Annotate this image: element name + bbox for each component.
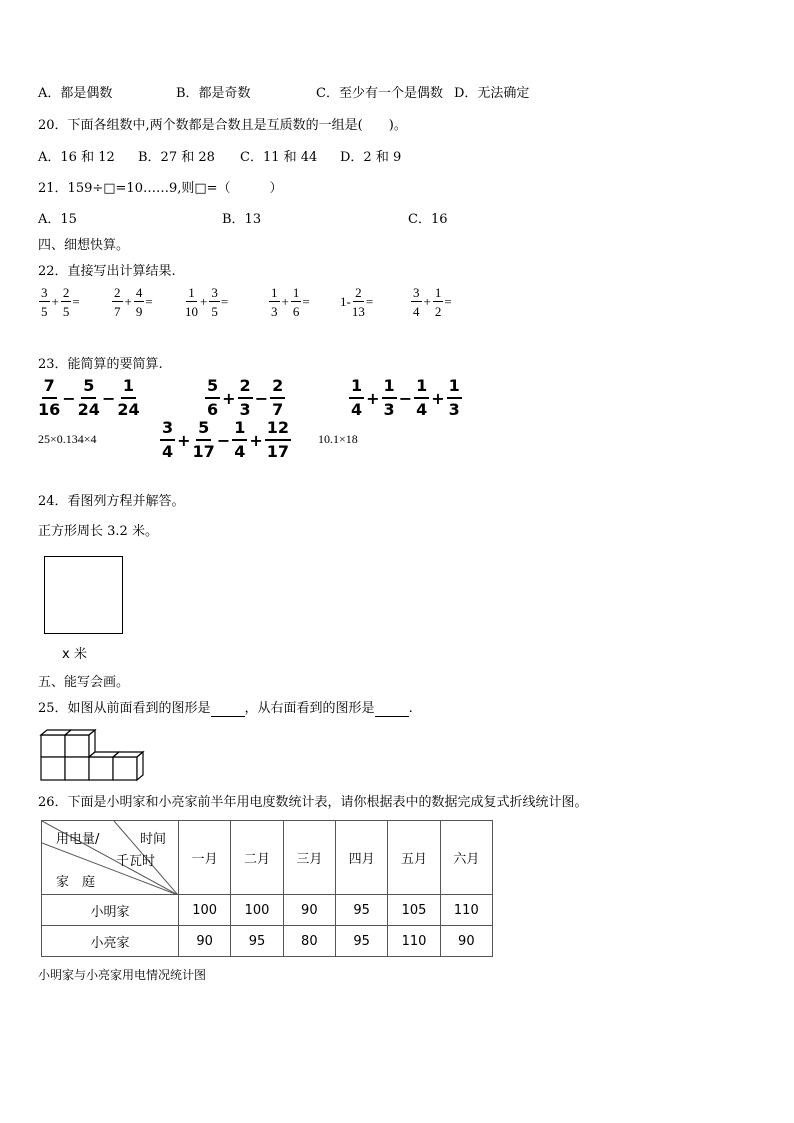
chart-title: 小明家与小亮家用电情况统计图 — [38, 968, 207, 982]
section-4-heading: 四、细想快算。 — [38, 238, 130, 253]
q22-item-5: 1- $\frac{2}{13}$ = — [340, 285, 374, 319]
electricity-table — [41, 820, 493, 957]
q21-option-c: C．16 — [408, 212, 448, 227]
q24-text: 24．看图列方程并解答。 — [38, 494, 185, 509]
section-5-heading: 五、能写会画。 — [38, 675, 130, 690]
q23-expr-3: 1 4 + $\frac{1}{3}$ − $\frac{1}{4}$ + $\frac{1}{3}$ — [351, 376, 460, 419]
cube-face — [41, 735, 65, 757]
row-label: 小亮家 — [42, 926, 179, 957]
square-side-label: x 米 — [62, 647, 87, 662]
cube-face — [65, 757, 89, 780]
cube-face — [65, 735, 89, 757]
square-figure — [44, 556, 123, 634]
header-top-right: 时间 — [140, 832, 167, 847]
month-header: 五月 — [388, 821, 440, 895]
q21-option-a: A．15 — [38, 212, 77, 227]
q22-item-2: 2 7 + $\frac{4}{9}$ = — [114, 285, 153, 319]
diagonal-header-cell — [42, 821, 179, 895]
table-cell: 95 — [335, 895, 387, 926]
q25-text: 25．如图从前面看到的图形是 ，从右面看到的图形是 . — [38, 701, 413, 716]
q23-expr-6: 10.1×18 — [318, 432, 358, 446]
q20-option-b: B．27 和 28 — [138, 150, 215, 165]
q23-expr-2: 5 6 + $\frac{2}{3}$ − $\frac{2}{7}$ — [207, 376, 284, 419]
cube-face — [113, 757, 137, 780]
q23-expr-5: 3 4 + $\frac{5}{17}$ − $\frac{1}{4}$ + $\frac{12}{17}$ — [162, 418, 290, 461]
header-mid: 千瓦时 — [116, 854, 156, 869]
q22-item-4: 1 3 + $\frac{1}{6}$ = — [271, 285, 310, 319]
table-row — [42, 926, 493, 957]
table-cell: 110 — [440, 895, 492, 926]
q20-option-a: A．16 和 12 — [38, 150, 115, 165]
table-cell: 100 — [179, 895, 231, 926]
q22-item-3: 1 10 + $\frac{3}{5}$ = — [185, 285, 229, 319]
table-cell: 110 — [388, 926, 440, 957]
month-header: 二月 — [231, 821, 283, 895]
cube-side — [137, 752, 143, 780]
q22-text: 22．直接写出计算结果. — [38, 264, 176, 279]
q26-text: 26．下面是小明家和小亮家前半年用电度数统计表，请你根据表中的数据完成复式折线统计图。 — [38, 795, 588, 810]
q19-option-d: D．无法确定 — [454, 86, 530, 101]
cube-figure — [39, 729, 149, 783]
cube-face — [41, 757, 65, 780]
month-header: 三月 — [283, 821, 335, 895]
q20-option-d: D．2 和 9 — [340, 150, 402, 165]
q24-subtext: 正方形周长 3.2 米。 — [38, 524, 158, 539]
q20-text: 20．下面各组数中,两个数都是合数且是互质数的一组是( )。 — [38, 118, 407, 133]
q19-option-c: C．至少有一个是偶数 — [316, 86, 443, 101]
cube-face — [89, 757, 113, 780]
table-cell: 90 — [179, 926, 231, 957]
q19-option-b: B．都是奇数 — [176, 86, 251, 101]
table-cell: 95 — [335, 926, 387, 957]
table-cell: 100 — [231, 895, 283, 926]
q23-text: 23．能简算的要简算. — [38, 357, 163, 372]
q20-option-c: C．11 和 44 — [240, 150, 318, 165]
q21-text: 21．159÷□=10……9,则□=（ ） — [38, 181, 283, 196]
month-header: 四月 — [335, 821, 387, 895]
table-cell: 105 — [388, 895, 440, 926]
q21-option-b: B．13 — [222, 212, 262, 227]
q23-expr-1: 7 16 − $\frac{5}{24}$ − $\frac{1}{24}$ — [38, 376, 140, 419]
q22-item-6: 3 4 + $\frac{1}{2}$ = — [413, 285, 452, 319]
table-row — [42, 895, 493, 926]
row-label: 小明家 — [42, 895, 179, 926]
header-top-left: 用电量/ — [56, 832, 100, 847]
q25-blank-right[interactable] — [375, 701, 409, 717]
table-header-row — [42, 821, 493, 895]
month-header: 一月 — [179, 821, 231, 895]
q22-item-1: 3 5 + $\frac{2}{5}$ = — [41, 285, 80, 319]
q19-option-a: A．都是偶数 — [38, 86, 113, 101]
table-cell: 95 — [231, 926, 283, 957]
header-bottom: 家 庭 — [56, 875, 96, 890]
table-cell: 80 — [283, 926, 335, 957]
q23-expr-4: 25×0.134×4 — [38, 432, 97, 446]
table-cell: 90 — [440, 926, 492, 957]
month-header: 六月 — [440, 821, 492, 895]
q25-blank-front[interactable] — [211, 701, 245, 717]
table-cell: 90 — [283, 895, 335, 926]
